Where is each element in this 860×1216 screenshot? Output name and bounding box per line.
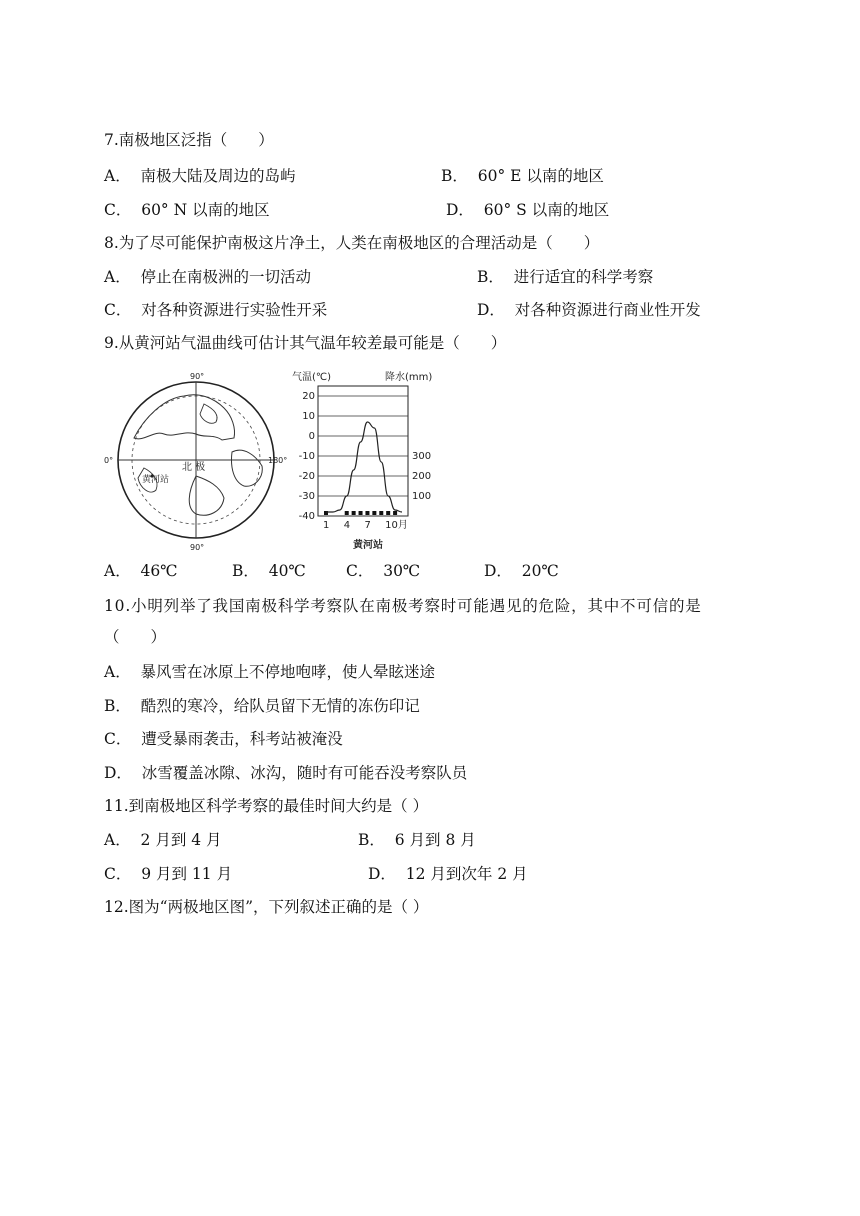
arctic-map: [104, 368, 290, 552]
y-tick-label: 0: [308, 431, 315, 442]
map-label-left: 0°: [104, 456, 114, 465]
q7-option-b: B． 60° E 以南的地区: [441, 167, 604, 185]
question-8-stem: 8.为了尽可能保护南极这片净土，人类在南极地区的合理活动是（ ）: [104, 234, 600, 252]
precip-mark: [393, 511, 397, 515]
precip-mark: [379, 511, 383, 515]
map-label-pole: 北 极: [182, 462, 206, 473]
y-tick-label: 20: [302, 391, 315, 402]
map-label-right: 180°: [268, 456, 288, 465]
question-10-stem: 10.小明列举了我国南极科学考察队在南极考察时可能遇见的危险，其中不可信的是: [104, 597, 702, 615]
y-tick-label: -10: [298, 451, 315, 462]
y-right-tick-label: 200: [412, 471, 432, 482]
x-tick-label: 4: [343, 520, 351, 531]
q11-option-a: A． 2 月到 4 月: [104, 831, 222, 849]
precip-mark: [352, 511, 356, 515]
q10-option-d: D． 冰雪覆盖冰隙、冰沟，随时有可能吞没考察队员: [104, 764, 468, 782]
map-label-top: 90°: [190, 372, 205, 381]
chart-ylabel-left: 气温(℃): [292, 372, 332, 383]
precip-mark: [365, 511, 369, 515]
map-label-bottom: 90°: [190, 543, 205, 552]
precip-mark: [345, 511, 349, 515]
chart-title: 黄河站: [353, 540, 383, 551]
y-tick-label: -30: [298, 491, 315, 502]
question-9-stem: 9.从黄河站气温曲线可估计其气温年较差最可能是（ ）: [104, 334, 507, 352]
q9-option-b: B． 40℃: [232, 562, 306, 580]
precip-mark: [372, 511, 376, 515]
question-12-stem: 12.图为“两极地区图”，下列叙述正确的是（ ）: [104, 898, 429, 916]
question-11-stem: 11.到南极地区科学考察的最佳时间大约是（ ）: [104, 797, 429, 815]
chart-ylabel-right: 降水(mm): [385, 372, 433, 383]
q10-option-b: B． 酷烈的寒冷，给队员留下无情的冻伤印记: [104, 697, 420, 715]
y-tick-label: 10: [302, 411, 315, 422]
y-right-tick-label: 300: [412, 451, 432, 462]
q8-option-d: D． 对各种资源进行商业性开发: [477, 301, 701, 319]
y-tick-label: -20: [298, 471, 315, 482]
x-tick-label: 7: [364, 520, 371, 531]
temperature-line: [326, 422, 402, 512]
question-7-stem: 7.南极地区泛指（ ）: [104, 131, 274, 149]
q11-option-b: B． 6 月到 8 月: [358, 831, 476, 849]
x-tick-label: 1: [323, 520, 330, 531]
y-tick-label: -40: [298, 511, 315, 522]
q7-option-d: D． 60° S 以南的地区: [446, 201, 610, 219]
y-right-tick-label: 100: [412, 491, 432, 502]
q9-option-c: C． 30℃: [346, 562, 421, 580]
x-tick-label: 10月: [385, 520, 408, 531]
q11-option-c: C． 9 月到 11 月: [104, 865, 233, 883]
q11-option-d: D． 12 月到次年 2 月: [368, 865, 528, 883]
question-10-stem-cont: （ ）: [104, 628, 167, 646]
precip-mark: [386, 511, 390, 515]
q10-option-c: C． 遭受暴雨袭击，科考站被淹没: [104, 730, 343, 748]
q9-option-a: A． 46℃: [104, 562, 178, 580]
q8-option-b: B． 进行适宜的科学考察: [477, 268, 654, 286]
q8-option-c: C． 对各种资源进行实验性开采: [104, 301, 328, 319]
q7-option-c: C． 60° N 以南的地区: [104, 201, 270, 219]
chart-frame: [318, 386, 408, 516]
climate-chart: [290, 368, 450, 554]
precip-mark: [359, 511, 363, 515]
q9-option-d: D． 20℃: [484, 562, 559, 580]
q8-option-a: A． 停止在南极洲的一切活动: [104, 268, 312, 286]
map-label-station: 黄河站: [142, 475, 170, 485]
q10-option-a: A． 暴风雪在冰原上不停地咆哮，使人晕眩迷途: [104, 663, 436, 681]
q7-option-a: A． 南极大陆及周边的岛屿: [104, 167, 296, 185]
